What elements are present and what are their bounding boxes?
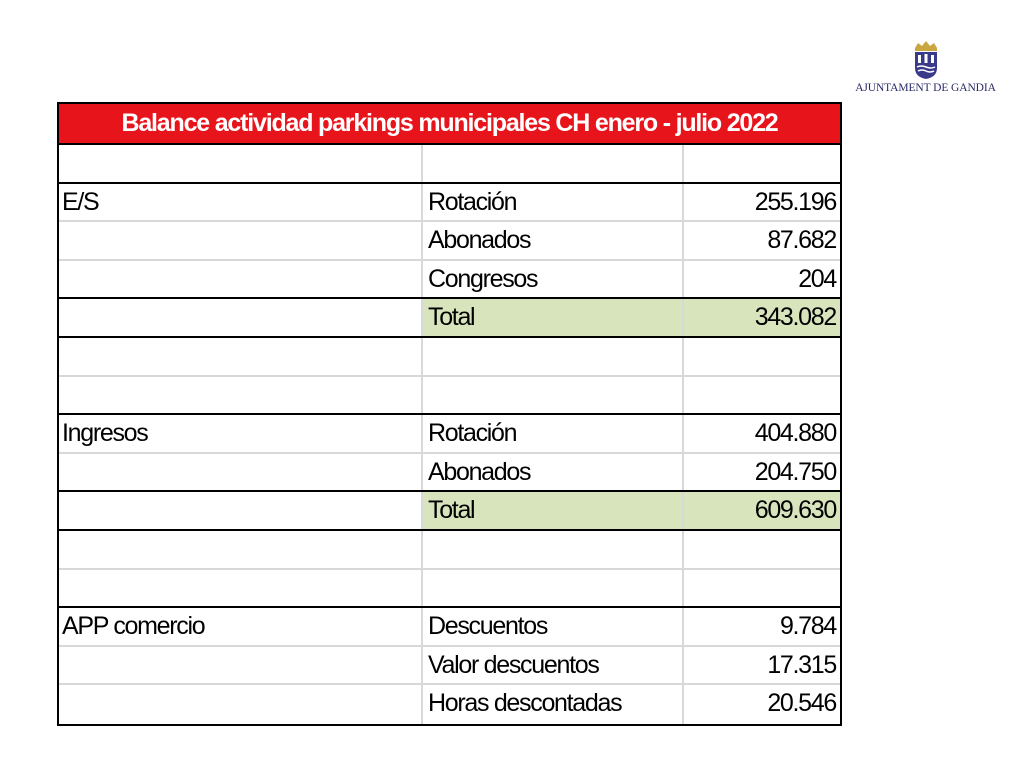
coat-of-arms-icon [911,40,941,80]
value-cell: 9.784 [779,612,836,641]
value-cell: 609.630 [684,492,840,529]
section-cell [59,454,423,491]
section-cell: E/S [59,184,423,221]
value-cell: 404.880 [754,419,836,448]
table-row [59,570,840,609]
total-row [59,299,840,338]
section-cell [59,261,423,298]
value-cell: 255.196 [754,187,836,216]
section-cell: Ingresos [59,415,423,452]
label-cell [423,338,684,375]
table-row [59,222,840,261]
label-cell [423,531,684,568]
value-cell: 87.682 [767,226,836,255]
table-row [59,184,840,223]
section-cell [59,685,423,724]
section-cell [59,377,423,414]
label-cell: Valor descuentos [423,647,684,684]
ajuntament-logo [848,40,1003,94]
table-row [59,415,840,454]
table-row [59,647,840,686]
label-cell: Descuentos [423,608,684,645]
value-cell [684,570,840,607]
section-cell [59,531,423,568]
label-cell: Rotación [423,184,684,221]
value-cell [684,531,840,568]
balance-table [57,102,842,726]
value-cell: 343.082 [684,299,840,336]
value-cell: 204.750 [754,457,836,486]
label-cell [423,145,684,182]
total-row [59,492,840,531]
value-cell [684,145,840,182]
section-cell [59,338,423,375]
label-cell [423,377,684,414]
value-cell [684,338,840,375]
section-cell [59,299,423,336]
label-cell: Horas descontadas [423,685,684,724]
table-row [59,608,840,647]
section-cell [59,145,423,182]
label-cell: Total [423,299,684,336]
section-cell [59,647,423,684]
value-cell: 20.546 [767,689,836,718]
value-cell: 204 [798,264,836,293]
table-body [59,145,840,724]
table-row [59,531,840,570]
label-cell [423,570,684,607]
label-cell: Rotación [423,415,684,452]
label-cell: Abonados [423,454,684,491]
table-title: Balance actividad parkings municipales CH enero - julio 2022 [59,104,840,145]
table-row [59,454,840,493]
label-cell: Abonados [423,222,684,259]
section-cell: APP comercio [59,608,423,645]
table-row [59,685,840,724]
table-row [59,261,840,300]
label-cell: Congresos [423,261,684,298]
table-row [59,377,840,416]
section-cell [59,222,423,259]
table-row [59,338,840,377]
table-row [59,145,840,184]
logo-text: AJUNTAMENT DE GANDIA [855,82,996,94]
value-cell [684,377,840,414]
section-cell [59,570,423,607]
label-cell: Total [423,492,684,529]
section-cell [59,492,423,529]
value-cell: 17.315 [767,650,836,679]
